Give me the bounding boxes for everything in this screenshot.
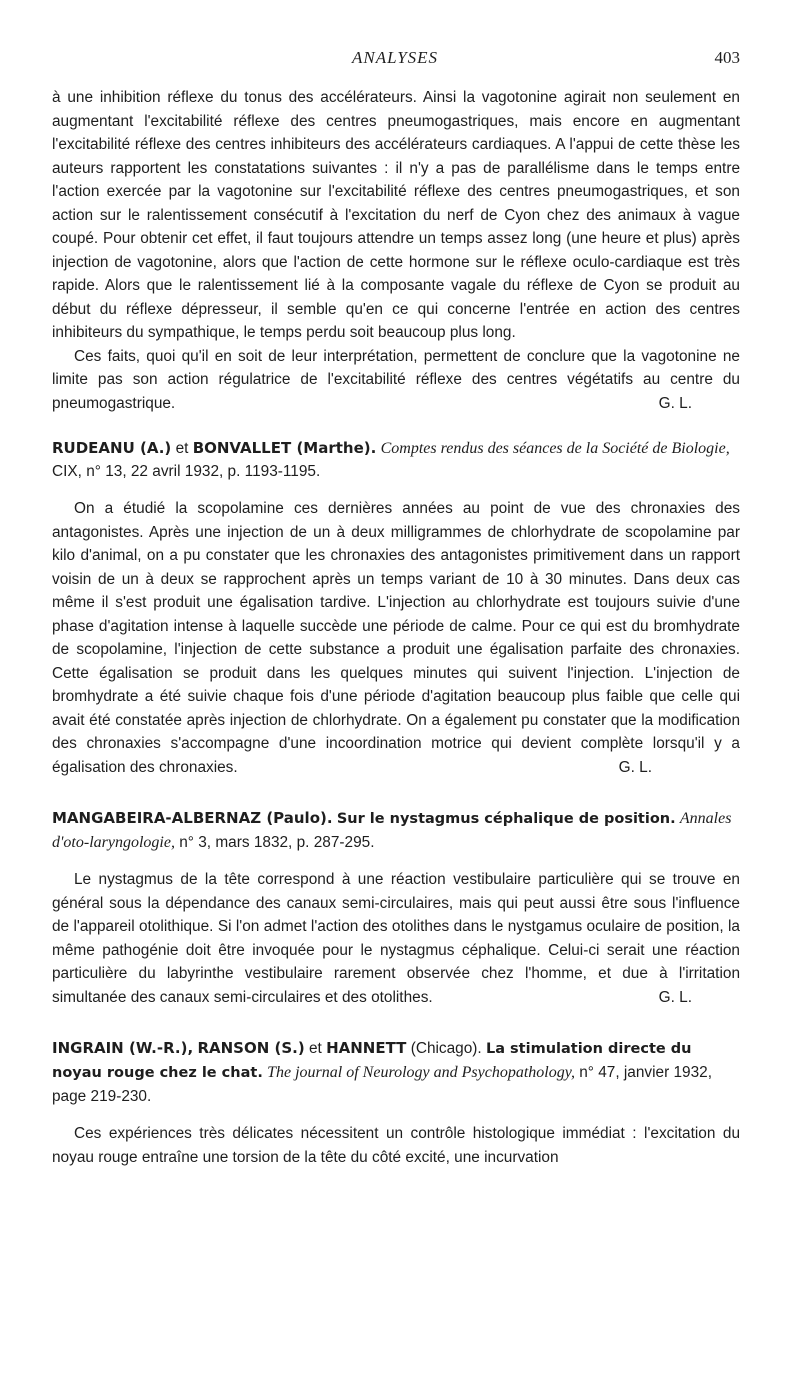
review-2-body-text: Le nystagmus de la tête correspond à une réaction vestibulaire particulière qui se trouve en général sous la dépendance des canaux semi-circulaires, mais qui peut aussi être sous l'influence de l'appareil otolithique. Si l'on admet l'action des otolithes dans le nystgamus oculaire de position, la même pathogénie doit être invoquée pour le nystagmus céphalique. Celui-ci serait une réaction particulière du labyrinthe vestibulaire rarement observée chez l'homme, et due à l'irritation simultanée des canaux semi-circulaires et des otolithes. <box>52 871 740 1006</box>
intro-signature: G. L. <box>658 394 692 412</box>
review-1-journal: Comptes rendus des séances de la Société de Biologie, <box>380 440 730 457</box>
review-3-author-b: RANSON (S.) <box>197 1039 305 1057</box>
review-1-author-a: RUDEANU (A.) <box>52 439 172 457</box>
review-1-body-text: On a étudié la scopolamine ces dernières années au point de vue des chronaxies des antagonistes. Après une injection de un à deux milligrammes de chlorhydrate de scopolamine par kilo d'animal, on a pu constater que les chronaxies des antagonistes primitivement dans un rapport voisin de un à deux se rapprochent après un temps variant de 10 à 30 minutes. Dans deux cas même il s'est produit une égalisation tardive. L'injection au chlorhydrate est toujours suivie d'une phase d'agitation intense à laquelle succède une période de calme. Pour ce qui est du bromhydrate de scopolamine, l'injection de cette substance a produit une égalisation parfaite des chronaxies. Cette égalisation se produit dans les quelques minutes qui suivent l'injection. L'injection de bromhydrate a été suivie chaque fois d'une période d'agitation beaucoup plus faible que celle qui avait été constatée après injection de chlorhydrate. On a également pu constater que la modification des chronaxies s'accompagne d'une incoordination motrice qui devient complète lorsqu'il y a égalisation des chronaxies. <box>52 500 740 776</box>
review-3-body: Ces expériences très délicates nécessitent un contrôle histologique immédiat : l'excitation du noyau rouge entraîne une torsion de la tête du côté excité, une incurvation <box>52 1125 740 1166</box>
review-1-author-b: BONVALLET (Marthe). <box>192 439 377 457</box>
intro-paragraph-1: à une inhibition réflexe du tonus des accélérateurs. Ainsi la vagotonine agirait non seulement en augmentant l'excitabilité réflexe des centres pneumogastriques, mais encore en augmentant l'excitabilité réflexe des centres inhibiteurs des accélérateurs cardiaques. A l'appui de cette thèse les auteurs rapportent les constatations suivantes : il n'y a pas de parallélisme dans le temps entre l'action exercée par la vagotonine sur l'excitabilité réflexe des centres pneumogastriques, et son action sur le ralentissement consécutif à l'excitation du nerf de Cyon chez des animaux à vague coupé. Pour obtenir cet effet, il faut toujours attendre un temps assez long (une heure et plus) après injection de vagotonine, alors que l'action de cette hormone sur le réflexe oculo-cardiaque est très rapide. Alors que le ralentissement lié à la composante vagale du réflexe de Cyon se produit au début du réflexe dépresseur, il semble qu'en ce qui concerne l'entrée en action des centres inhibiteurs du sympathique, le temps perdu soit beaucoup plus long. <box>52 89 740 341</box>
page-number: 403 <box>714 48 740 67</box>
review-2-journal: Annales d'oto-laryngologie, <box>52 810 732 851</box>
review-1-body <box>52 497 740 779</box>
review-1-reference <box>52 437 740 483</box>
review-3-title: La stimulation directe du noyau rouge chez le chat. <box>52 1041 692 1081</box>
review-2-reference <box>52 807 740 854</box>
intro-paragraph-2 <box>52 345 740 416</box>
review-3-et: et <box>304 1040 327 1057</box>
review-2-signature: G. L. <box>658 988 692 1006</box>
intro-paragraph-2-text: Ces faits, quoi qu'il en soit de leur interprétation, permettent de conclure que la vagotonine ne limite pas son action régulatrice de l'excitabilité réflexe des centres végétatifs au centre du pneumogastrique. <box>52 347 740 412</box>
review-2-author: MANGABEIRA-ALBERNAZ (Paulo). <box>52 809 333 827</box>
review-3-author-a: INGRAIN (W.-R.), <box>52 1039 194 1057</box>
review-1-et: et <box>171 440 193 457</box>
page-header <box>50 48 740 74</box>
review-3-location: (Chicago). <box>406 1040 482 1057</box>
review-3-journal: The journal of Neurology and Psychopathology, <box>267 1064 575 1081</box>
running-title: ANALYSES <box>351 48 439 67</box>
page-body <box>52 86 740 1169</box>
review-3-citation: n° 47, janvier 1932, page 219-230. <box>52 1064 713 1105</box>
review-2-title: Sur le nystagmus céphalique de position. <box>336 811 676 827</box>
review-3-author-c: HANNETT <box>326 1039 407 1057</box>
review-3-reference <box>52 1037 740 1108</box>
review-1-signature: G. L. <box>618 758 652 776</box>
review-2-citation: n° 3, mars 1832, p. 287-295. <box>174 834 375 851</box>
review-2-body <box>52 868 740 1009</box>
review-1-citation: CIX, n° 13, 22 avril 1932, p. 1193-1195. <box>52 463 321 480</box>
